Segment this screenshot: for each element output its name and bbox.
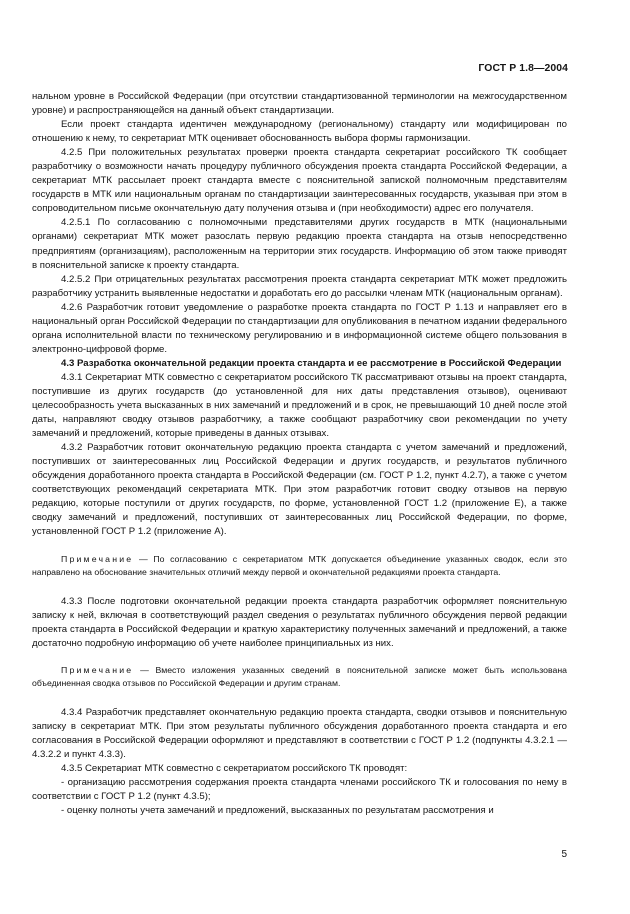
clause-4-3-4: 4.3.4 Разработчик представляет окончательную редакцию проекта стандарта, сводки отзывов и пояснительную записку в секретариат МТК. При этом результаты публичного обсуждения доработанного проекта стандарта и его согласования в Российской Федерации оформляют и представляют в соответствии с ГОСТ Р 1.2 (подпункты 4.3.2.1 — 4.3.2.2 и пункт 4.3.3). xyxy=(32,707,567,761)
clause-4-3-5: 4.3.5 Секретариат МТК совместно с секретариатом российского ТК проводят: xyxy=(61,763,408,775)
section-heading-4-3: 4.3 Разработка окончательной редакции проекта стандарта и ее рассмотрение в Российской Федерации xyxy=(61,357,562,369)
clause-4-2-5: 4.2.5 При положительных результатах проверки проекта стандарта секретариат российского ТК сообщает разработчику о возможности начать процедуру публичного обсуждения проекта стандарта Российской Федерации, а секретариат МТК рассылает проект стандарта вместе с пояснительной запиской полномочным представителям государств в МТК или национальным органам по стандартизации заинтересованных государств, указывая при этом в сопроводительном письме окончательную дату получения отзыва и (при необходимости) адрес его получателя. xyxy=(32,147,567,215)
document-code: ГОСТ Р 1.8—2004 xyxy=(478,63,568,74)
spacer xyxy=(32,579,567,595)
clause-4-3-1: 4.3.1 Секретариат МТК совместно с секретариатом российского ТК рассматривают отзывы на проект стандарта, поступившие из других государств (до установленной для них даты представления отзывов), оценивают целесообразность учета высказанных в них замечаний и предложений и в срок, не превышающий 10 дней после этой даты, направляют сводку отзывов разработчику, а также сообщают разработчику свои рекомендации по учету замечаний и предложений, которые приведены в данных отзывах. xyxy=(32,371,567,440)
note-label: Примечание xyxy=(61,664,134,675)
clause-4-2-5-2: 4.2.5.2 При отрицательных результатах рассмотрения проекта стандарта секретариат МТК может предложить разработчику устранить выявленные недостатки и доработать его до рассылки членам МТК (национальным органам). xyxy=(32,273,567,299)
clause-4-2-5-1: 4.2.5.1 По согласованию с полномочными представителями других государств в МТК (национальными органами) секретариат МТК может разослать первую редакцию проекта стандарта на отзыв непосредственно предприятиям (организациям), расположенным на территории этих государств. Информацию об этом также приводят в пояснительной записке к проекту стандарта. xyxy=(32,217,567,271)
list-item: - оценку полноты учета замечаний и предложений, высказанных по результатам рассмотрения и xyxy=(61,805,494,817)
page-number: 5 xyxy=(561,849,567,860)
note-1 xyxy=(32,553,567,579)
note-2 xyxy=(32,664,567,690)
paragraph-harmonization: Если проект стандарта идентичен международному (региональному) стандарту или модифицирован по отношению к нему, то секретариат МТК оценивает обоснованность выбора формы гармонизации. xyxy=(32,119,567,145)
note-text: — Вместо изложения указанных сведений в пояснительной записке может быть использована объединенная сводка отзывов по Российской Федерации и другим странам. xyxy=(32,664,567,688)
clause-4-3-3: 4.3.3 После подготовки окончательной редакции проекта стандарта разработчик оформляет пояснительную записку к ней, включая в соответствующий раздел сведения о результатах публичного обсуждения первой редакции проекта стандарта в Российской Федерации и краткую характеристику полученных замечаний и предложений, а также достаточно подробную информацию об учете наиболее принципиальных из них. xyxy=(32,595,567,649)
paragraph-continuation: нальном уровне в Российской Федерации (при отсутствии стандартизованной терминологии на межгосударственном уровне) и распространяющейся на данный объект стандартизации. xyxy=(32,91,567,117)
spacer xyxy=(32,651,567,664)
list-item: - организацию рассмотрения содержания проекта стандарта членами российского ТК и голосования по нему в соответствии с ГОСТ Р 1.2 (пункт 4.3.5); xyxy=(32,777,567,803)
spacer xyxy=(32,690,567,706)
spacer xyxy=(32,540,567,553)
note-label: Примечание xyxy=(61,553,134,564)
note-text: — По согласованию с секретариатом МТК допускается объединение указанных сводок, если это направлено на обоснование значительных отличий между первой и окончательной редакциями проекта стандарта. xyxy=(32,553,567,577)
clause-4-3-2: 4.3.2 Разработчик готовит окончательную редакцию проекта стандарта с учетом замечаний и предложений, поступивших от заинтересованных лиц Российской Федерации и других государств, и результатов публичного обсуждения доработанного проекта стандарта в Российской Федерации (см. ГОСТ Р 1.2, пункт 4.2.7), а также с учетом соответствующих рекомендаций секретариата МТК. При этом разработчик готовит сводку отзывов на первую редакцию, которые поступили от других государств, по форме, установленной ГОСТ 1.2 (приложение Е), а также сводку замечаний и предложений, поступивших от заинтересованных лиц Российской Федерации, по форме, установленной ГОСТ Р 1.2 (приложение А). xyxy=(32,442,567,538)
page-body xyxy=(32,90,567,818)
clause-4-2-6: 4.2.6 Разработчик готовит уведомление о разработке проекта стандарта по ГОСТ Р 1.13 и направляет его в национальный орган Российской Федерации по стандартизации для опубликования в печатном издании федерального органа исполнительной власти по техническому регулированию и в информационной системе общего пользования в электронно-цифровой форме. xyxy=(32,301,567,355)
